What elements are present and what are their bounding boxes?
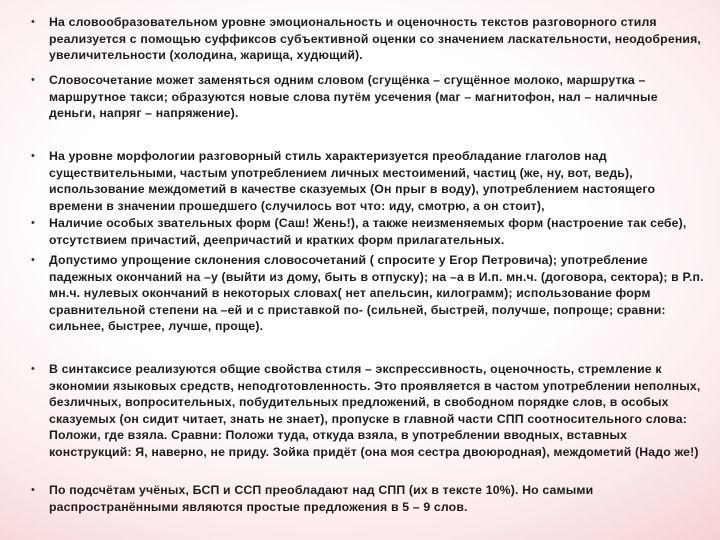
bullet-marker: • [31, 363, 35, 375]
bullet-text: Допустимо упрощение склонения словосочетаний ( спросите у Егор Петровича); употребление падежных окончаний на –у (выйти из дому, быть в отпуску); на –а в И.п. мн.ч. (договора, сектора); в Р.п. мн.ч. нулевых окончаний в некоторых словах( нет апельсин, килограмм); использование форм сравнительной степени на –ей и с приставкой по- (сильней, быстрей, получше, попроще; сравни: сильнее, быстрее, лучше, проще). [49, 253, 704, 334]
bullet-marker: • [31, 217, 35, 229]
bullet-text: Словосочетание может заменяться одним словом (сгущёнка – сгущённое молоко, маршрутка – маршрутное такси; образуются новые слова путём усечения (маг – магнитофон, нал – наличные деньги, напряг – напряжение). [49, 73, 658, 121]
bullet-marker: • [31, 150, 35, 162]
bullet-text: Наличие особых звательных форм (Саш! Жень!), а также неизменяемых форм (настроение так себе), отсутствием причастий, деепричастий и кратких форм прилагательных. [49, 216, 687, 247]
bullet-text: На уровне морфологии разговорный стиль характеризуется преобладание глаголов над существительными, частым употреблением личных местоимений, частиц (же, ну, вот, ведь), использование междометий в качестве сказуемых (Он прыг в воду), употреблением настоящего времени в значении прошедшего (случилось вот что: иду, смотрю, а он стоит), [49, 149, 656, 213]
bullet-text: По подсчётам учёных, БСП и ССП преобладают над СПП (их в тексте 10%). Но самыми распространёнными являются простые предложения в 5 – 9 слов. [49, 483, 594, 514]
bullet-marker: • [31, 484, 35, 496]
bullet-marker: • [31, 16, 35, 28]
bullet-marker: • [31, 74, 35, 86]
bullet-text: В синтаксисе реализуются общие свойства стиля – экспрессивность, оценочность, стремление к экономии языковых средств, неподготовленность. Это проявляется в частом употреблении неполных, безличных, вопросительных, побудительных предложений, в свободном порядке слов, в особых сказуемых (он сидит читает, знать не знает), пропуске в главной части СПП соотносительного слова: Положи, где взяла. Сравни: Положи туда, откуда взяла, в употреблении вводных, вставных конструкций: Я, наверно, не приду. Зойка придёт (она моя сестра двоюродная), междометий (Надо же!) [49, 362, 701, 459]
bullet-text: На словообразовательном уровне эмоциональность и оценочность текстов разговорного стиля реализуется с помощью суффиксов субъективной оценки со значением ласкательности, неодобрения, увеличительности (холодина, жарища, худющий). [49, 15, 701, 63]
bullet-marker: • [31, 254, 35, 266]
